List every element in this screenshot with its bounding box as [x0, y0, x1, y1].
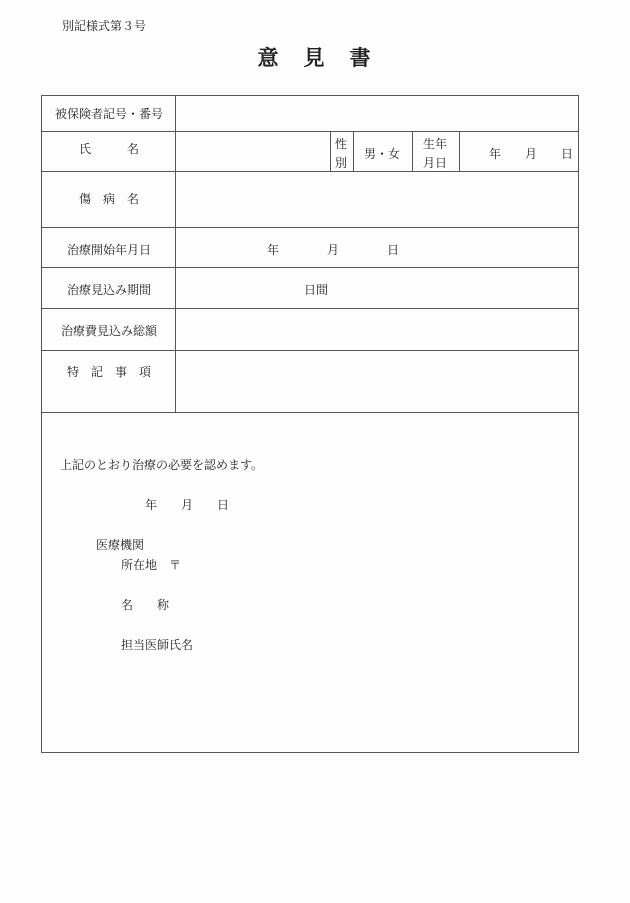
- sex-value-divider: [353, 131, 354, 171]
- birth-date-value: 年 月 日: [489, 147, 574, 161]
- remarks-label: 特 記 事 項: [66, 365, 151, 379]
- sex-column-divider: [330, 131, 331, 171]
- attending-doctor-label: 担当医師氏名: [121, 638, 194, 652]
- opinion-form-table: [41, 95, 579, 753]
- row-divider: [42, 267, 578, 268]
- row-divider: [42, 308, 578, 309]
- institution-name-label: 名 称: [121, 598, 170, 612]
- row-divider: [42, 227, 578, 228]
- form-number: 別記様式第３号: [62, 19, 147, 33]
- medical-institution-label: 医療機関: [96, 538, 145, 552]
- treatment-start-value: 年 月 日: [267, 243, 400, 257]
- birth-label-top: 生年: [423, 137, 448, 151]
- treatment-start-label: 治療開始年月日: [66, 243, 151, 257]
- document-title: 意 見 書: [257, 46, 373, 70]
- birth-label-bottom: 月日: [423, 156, 448, 170]
- insured-number-label: 被保険者記号・番号: [54, 107, 163, 121]
- row-divider: [42, 412, 578, 413]
- certification-date: 年 月 日: [145, 498, 230, 512]
- treatment-period-value: 日間: [304, 283, 329, 297]
- row-divider: [42, 171, 578, 172]
- treatment-period-label: 治療見込み期間: [66, 283, 151, 297]
- sex-options: 男・女: [364, 147, 401, 161]
- name-label: 氏 名: [78, 142, 139, 156]
- treatment-cost-label: 治療費見込み総額: [60, 324, 157, 338]
- sex-label-bottom: 別: [335, 156, 348, 170]
- birth-value-divider: [459, 131, 460, 171]
- birth-column-divider: [412, 131, 413, 171]
- address-label: 所在地 〒: [121, 558, 182, 572]
- certification-statement: 上記のとおり治療の必要を認めます。: [60, 458, 264, 472]
- row-divider: [42, 131, 578, 132]
- illness-label: 傷 病 名: [78, 192, 139, 206]
- sex-label-top: 性: [335, 137, 348, 151]
- row-divider: [42, 350, 578, 351]
